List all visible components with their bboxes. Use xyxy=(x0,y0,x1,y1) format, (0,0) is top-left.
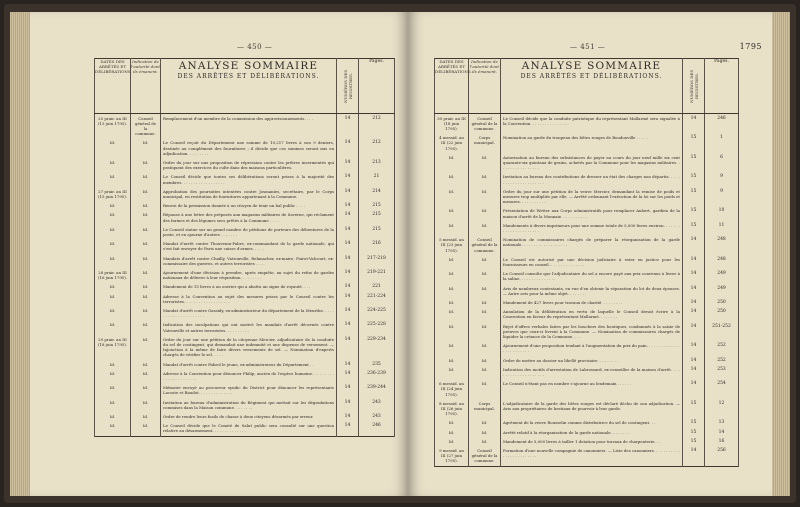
authority-cell: Id. xyxy=(469,173,501,187)
page-ref-cell: 217-218 xyxy=(359,254,395,268)
table-row xyxy=(435,270,739,284)
analysis-cell: Mandement de 5,000 livres à tailler 1 dotation pour travaux de charpenterie. . . xyxy=(501,437,683,446)
date-cell: Id. xyxy=(435,419,469,428)
page-ref-cell: 212 xyxy=(359,139,395,159)
page-ref-cell: 221-224 xyxy=(359,292,395,306)
analysis-cell: Ordre du jour sur une pétition de la veuve Mercier, demandant la remise de poids et mesures trop multipliés par elle. — Arrêté ordonnant l'exécution de la loi sur les poids et mesures. . . . . . . . . . . xyxy=(501,187,683,207)
date-cell: Id. xyxy=(435,437,469,446)
analysis-cell: Réponse à une lettre des préposés aux magasins militaires de Saverne, qui réclament des farines et des légumes secs prêtés à la Commune . . . . xyxy=(161,211,337,225)
register-number-cell: 14 xyxy=(337,254,359,268)
date-cell: Id. xyxy=(95,283,131,292)
table-row xyxy=(95,422,395,437)
table-row xyxy=(435,173,739,187)
table-row xyxy=(95,335,395,360)
analysis-cell: Le Conseil décide que la conduite patriotique du représentant Mallarmé sera signalée à la Convention. . . . . . . . . . . . . . . . xyxy=(501,114,683,134)
page-ref-cell: 221 xyxy=(359,283,395,292)
page-ref-cell: 9 xyxy=(705,187,739,207)
table-row xyxy=(95,187,395,201)
analysis-cell: Mandats d'arrêt contre Chailly, Vatronville, Rehmacher, ex-maire, Poirot-Valcourt, ex-commissaire des guerres, et autres terroristes . . . . xyxy=(161,254,337,268)
date-cell: Id. xyxy=(435,255,469,269)
authority-cell: Id. xyxy=(469,187,501,207)
page-ref-cell: 219-221 xyxy=(359,268,395,282)
date-cell: Id. xyxy=(95,240,131,254)
register-number-cell: 14 xyxy=(337,139,359,159)
authority-cell: Id. xyxy=(131,254,161,268)
analysis-cell: Ajournement d'une décision à prendre, après enquête, au sujet du refus de gardes nationaux de délivrer à leur réquisition. . . . . . . . . xyxy=(161,268,337,282)
register-number-cell: 14 xyxy=(683,447,705,467)
left-page xyxy=(30,12,408,496)
table-row xyxy=(435,447,739,467)
date-cell: Id. xyxy=(95,360,131,369)
analysis-cell: Avis de nombreux contestants, en vue d'en obtenir la séparation du lot de deux épouses. — Autre avis pour la même objet. . . . . . . . xyxy=(501,284,683,298)
analysis-cell: Agrément de la veuve Rousselin comme distributrice du sel de contingent. . . xyxy=(501,419,683,428)
authority-cell: Id. xyxy=(131,413,161,422)
pages-header: Pages. xyxy=(359,59,395,114)
register-number-cell: 14 xyxy=(337,268,359,282)
analysis-cell: Mandements à divers imprimeurs pour une somme totale de 5,000 livres environ. . . . . . . . . . . . . . . . . . . . . . xyxy=(501,221,683,235)
register-number-cell: 14 xyxy=(337,158,359,172)
authority-cell: Id. xyxy=(131,173,161,187)
date-cell: Id. xyxy=(435,428,469,437)
authority-cell: Id. xyxy=(131,369,161,383)
analysis-title: ANALYSE SOMMAIRE xyxy=(178,60,319,72)
register-number-cell: 14 xyxy=(683,284,705,298)
table-row xyxy=(435,356,739,365)
page-ref-cell: 215 xyxy=(359,225,395,239)
register-number-cell: 15 xyxy=(683,437,705,446)
authority-cell: Id. xyxy=(131,335,161,360)
page-ref-cell: 239-244 xyxy=(359,384,395,398)
register-number-cell: 14 xyxy=(337,422,359,437)
analysis-cell: Le Conseil décide que le Comité de Salut public sera consulté sur une question relative au désarmement. . . . . . . . . . . . . . xyxy=(161,422,337,437)
date-cell: Id. xyxy=(95,211,131,225)
register-number-header: NUMÉROS DES REGISTRES. xyxy=(683,59,705,114)
register-number-cell: 14 xyxy=(683,114,705,134)
table-row xyxy=(95,173,395,187)
register-number-cell: 14 xyxy=(337,240,359,254)
page-ref-cell: 243 xyxy=(359,398,395,412)
date-cell: Id. xyxy=(95,369,131,383)
analysis-cell: Renvoi de la permission donnée à un citoyen de tenir un bal public . . . . xyxy=(161,202,337,211)
analysis-header xyxy=(161,59,337,114)
authority-cell: Id. xyxy=(131,211,161,225)
analysis-cell: Ordre du jour sur une pétition de la citoyenne Mercier, adjudicataire de la conduite du sel de contingent, qui demandait une indemnité et une dispense de versement. — Injonction à la même de faire divers versements de sel. — Nomination d'experts chargés de vérifier le sel. . . . . xyxy=(161,335,337,360)
table-row xyxy=(95,114,395,139)
date-cell: Id. xyxy=(95,139,131,159)
page-ref-cell: 250 xyxy=(705,308,739,322)
table-row xyxy=(95,158,395,172)
page-ref-cell: 229-234 xyxy=(359,335,395,360)
date-cell: Id. xyxy=(95,422,131,437)
authority-cell: Id. xyxy=(131,139,161,159)
register-number-cell: 14 xyxy=(683,322,705,342)
register-number-cell: 14 xyxy=(683,365,705,379)
register-table xyxy=(434,58,739,467)
table-row xyxy=(435,153,739,173)
register-number-cell: 15 xyxy=(683,153,705,173)
page-ref-cell: 250 xyxy=(705,298,739,307)
authority-cell: Id. xyxy=(131,240,161,254)
analysis-header xyxy=(501,59,683,114)
register-number-cell: 14 xyxy=(683,236,705,256)
authority-cell: Id. xyxy=(131,158,161,172)
page-ref-cell: 246 xyxy=(705,114,739,134)
date-cell: Id. xyxy=(95,158,131,172)
page-ref-cell: 14 xyxy=(705,428,739,437)
authority-cell: Corps municipal. xyxy=(469,399,501,419)
analysis-cell: Le Conseil décide que toutes ses délibérations seront prises à la majorité des membres. . . . . . . . . . . . . . . . . . xyxy=(161,173,337,187)
authority-cell: Id. xyxy=(469,255,501,269)
date-cell: 27 prair. an III (15 juin 1795). xyxy=(95,187,131,201)
table-row xyxy=(95,211,395,225)
authority-cell: Id. xyxy=(131,306,161,320)
analysis-cell: Indication des motifs d'arrestation de Labrossard, ex-conseiller de la maison d'arrêt. . . . . . . . . . . . . . . . . . . . . xyxy=(501,365,683,379)
register-number-cell: 15 xyxy=(683,419,705,428)
authority-cell: Id. xyxy=(131,202,161,211)
date-cell: Id. xyxy=(435,298,469,307)
analysis-cell: Mandat d'arrêt contre Gassidy, ex-administrateur du département de la Meurthe. . . . . . . . . . . . . . . . . . . . . . xyxy=(161,306,337,320)
page-ref-cell: 225-228 xyxy=(359,321,395,335)
page-ref-cell: 13 xyxy=(705,419,739,428)
page-ref-cell: 252 xyxy=(705,356,739,365)
analysis-cell: Invitation au bureau des contributions de dresser un état des charges non départis. . . . . . . . . . . . . . . . . . . . . . xyxy=(501,173,683,187)
table-row xyxy=(95,240,395,254)
date-cell: 4 messid. an III (22 juin 1795). xyxy=(435,134,469,154)
date-cell: 5 messid. an III (23 juin 1795). xyxy=(435,236,469,256)
register-number-cell: 14 xyxy=(337,360,359,369)
authority-header: Indication de l'autorité dont ils émanent. xyxy=(469,59,501,114)
date-cell: Id. xyxy=(435,308,469,322)
date-cell: 29 prair. an III (18 juin 1795). xyxy=(95,335,131,360)
table-row xyxy=(435,255,739,269)
register-number-cell: 14 xyxy=(337,283,359,292)
authority-cell: Id. xyxy=(131,187,161,201)
page-ref-cell: 11 xyxy=(705,221,739,235)
page-ref-cell: 256 xyxy=(705,447,739,467)
authority-header: Indication de l'autorité dont ils émanent. xyxy=(131,59,161,114)
page-ref-cell: 224-225 xyxy=(359,306,395,320)
authority-cell: Id. xyxy=(469,284,501,298)
authority-cell: Id. xyxy=(469,322,501,342)
analysis-cell: L'adjudicataire de la garde des bêtes rouges est déclaré déchu de son adjudication. — Avis aux propriétaires de bestiaux de pourvoir à leur garde. xyxy=(501,399,683,419)
table-row xyxy=(435,298,739,307)
date-cell: 28 prair. an III (16 juin 1795). xyxy=(95,268,131,282)
date-cell: Id. xyxy=(435,173,469,187)
table-row xyxy=(95,360,395,369)
table-row xyxy=(95,398,395,412)
page-ref-cell: 249 xyxy=(705,284,739,298)
date-cell: Id. xyxy=(435,207,469,221)
authority-cell: Id. xyxy=(469,308,501,322)
authority-cell: Id. xyxy=(131,422,161,437)
analysis-subtitle: DES ARRÊTÉS ET DÉLIBÉRATIONS. xyxy=(177,73,320,80)
analysis-cell: Adresse à la Convention pour dénoncer Philip, ancien de l'espèce humaine. . . . . . . . . . . . . . . . . . . . . . . xyxy=(161,369,337,383)
page-stack-left xyxy=(10,12,32,496)
analysis-cell: Ajournement d'une proposition tendant à l'augmentation du prix du pain. . . . . . . . . . . . . . . . . . . . . . . . . xyxy=(501,342,683,356)
analysis-cell: Ordre du jour sur une proposition de répression contre les prêtres insermentés qui pratiquent des exercices du culte dans des maisons particulières. xyxy=(161,158,337,172)
page-ref-cell: 253 xyxy=(705,365,739,379)
page-ref-cell: 243 xyxy=(359,413,395,422)
register-number-cell: 15 xyxy=(683,173,705,187)
page-ref-cell: 214 xyxy=(359,187,395,201)
register-number-cell: 14 xyxy=(337,173,359,187)
analysis-cell: Approbation des poursuites intentées contre Josmanies, secrétaire, par le Corps municipal, en restitution de fournitures appartenant à la Commune. xyxy=(161,187,337,201)
table-row xyxy=(435,437,739,446)
authority-cell: Id. xyxy=(469,365,501,379)
date-cell: Id. xyxy=(435,153,469,173)
table-row xyxy=(435,236,739,256)
table-row xyxy=(95,283,395,292)
authority-cell: Id. xyxy=(131,360,161,369)
analysis-cell: Présentation de Wetter aux Corps administratifs pour remplacer Aubert, gardien de la maison d'arrêt de la Monnaie. . . . . . . . . . . xyxy=(501,207,683,221)
table-row xyxy=(95,254,395,268)
date-cell: 6 messid. an III (24 juin 1795). xyxy=(435,380,469,400)
analysis-cell: Ordre de rendre leurs fusils de chasse à deux citoyens désarmés par erreur. xyxy=(161,413,337,422)
authority-cell: Id. xyxy=(131,283,161,292)
page-ref-cell: 12 xyxy=(705,399,739,419)
analysis-cell: Ordre de mettre au dossier un libellé provisoire. . . . . . . . . xyxy=(501,356,683,365)
date-cell: 8 messid. an III (26 juin 1795). xyxy=(435,399,469,419)
page-ref-cell: 9 xyxy=(705,173,739,187)
register-number-cell: 15 xyxy=(683,207,705,221)
table-row xyxy=(95,202,395,211)
register-number-cell: 15 xyxy=(683,221,705,235)
page-ref-cell: 246 xyxy=(359,422,395,437)
date-cell: Id. xyxy=(435,365,469,379)
authority-cell: Id. xyxy=(131,384,161,398)
dates-header: DATES DES ARRÊTÉS ET DÉLIBÉRATIONS. xyxy=(435,59,469,114)
analysis-cell: Le Conseil n'étant pas en nombre s'ajourne au lendemain . . . . . . xyxy=(501,380,683,400)
date-cell: Id. xyxy=(95,173,131,187)
page-ref-cell: 6 xyxy=(705,153,739,173)
date-cell: Id. xyxy=(435,270,469,284)
analysis-cell: Le Conseil statue sur un grand nombre de pétitions de porteurs des débentures de la poste, et en ajourne d'autres . . . . . . . xyxy=(161,225,337,239)
register-number-cell: 14 xyxy=(337,292,359,306)
analysis-cell: Mandement de 15 livres à un ouvrier qui a abattu un signe de royauté. . . . xyxy=(161,283,337,292)
authority-cell: Conseil général de la commune. xyxy=(131,114,161,139)
page-ref-cell: 248 xyxy=(705,236,739,256)
page-ref-cell: 254 xyxy=(705,380,739,400)
page-ref-cell: 252 xyxy=(705,342,739,356)
register-number-cell: 15 xyxy=(683,187,705,207)
analysis-cell: Le Conseil reçoit du Département une somme de 10,217 livres à son 9 deniers, destinée au complément des fournitures ; il décide que ces sommes seront mis en adjudication. . . . . . . . . xyxy=(161,139,337,159)
page-ref-cell: 21 xyxy=(359,173,395,187)
register-number-cell: 15 xyxy=(683,399,705,419)
page-ref-cell: 249 xyxy=(705,270,739,284)
table-row xyxy=(435,221,739,235)
page-ref-cell: 236-239 xyxy=(359,369,395,383)
analysis-cell: Formation d'une nouvelle compagnie de canonniers. — Liste des canonniers. . . . . . . . . . . . . . . . . . . . . . . . . xyxy=(501,447,683,467)
date-cell: Id. xyxy=(435,356,469,365)
table-row xyxy=(95,306,395,320)
register-number-cell: 14 xyxy=(683,342,705,356)
year-heading: 1795 xyxy=(739,42,762,51)
authority-cell: Id. xyxy=(469,437,501,446)
analysis-cell: Le Conseil est autorisé par une décision judiciaire à ester en justice pour les fournisseurs en conseil. . . . . . . . . . . . . . . xyxy=(501,255,683,269)
register-number-cell: 15 xyxy=(683,134,705,154)
analysis-cell: Nomination de commissaires chargés de préparer la réorganisation de la garde nationale. . . . . . . . . . . . . . . . . . . xyxy=(501,236,683,256)
authority-cell: Conseil général de la commune. xyxy=(469,114,501,134)
analysis-cell: Mandat d'arrêt contre Thouvenin-Fabre, ex-commandant de la garde nationale, qui s'est fait envoyer de Paris une caisse d'armes. . . . . xyxy=(161,240,337,254)
authority-cell: Id. xyxy=(469,342,501,356)
register-number-header: NUMÉROS DES REGISTRES. xyxy=(337,59,359,114)
analysis-cell: Nomination au garde du troupeau des bêtes rouges de Boudonville . . . . . xyxy=(501,134,683,154)
page-ref-cell: 10 xyxy=(705,207,739,221)
table-row xyxy=(435,428,739,437)
authority-cell: Id. xyxy=(469,270,501,284)
authority-cell: Id. xyxy=(469,221,501,235)
register-number-cell: 15 xyxy=(683,428,705,437)
register-number-cell: 14 xyxy=(337,211,359,225)
date-cell: Id. xyxy=(95,254,131,268)
table-row xyxy=(435,342,739,356)
date-cell: Id. xyxy=(435,187,469,207)
analysis-cell: Arrêté relatif à la réorganisation de la garde nationale. . . . . . . . xyxy=(501,428,683,437)
page-number: — 450 — xyxy=(237,43,273,51)
page-number: — 451 — xyxy=(570,43,606,51)
table-row xyxy=(95,292,395,306)
authority-cell: Conseil général de la commune. xyxy=(469,447,501,467)
entries-body xyxy=(435,114,739,467)
date-cell: Id. xyxy=(435,342,469,356)
table-row xyxy=(95,321,395,335)
analysis-cell: Autorisation au bureau des subsistances de payer au cours du jour neuf mille six cent quarante-six quintaux de grains, achetés par la Commune pour les magasins militaires. . . . . . . . . . . . . . . . . xyxy=(501,153,683,173)
pages-header: Pages. xyxy=(705,59,739,114)
date-cell: Id. xyxy=(95,202,131,211)
authority-cell: Id. xyxy=(469,298,501,307)
table-row xyxy=(435,134,739,154)
register-number-cell: 14 xyxy=(337,321,359,335)
date-cell: 9 messid. an III (27 juin 1795). xyxy=(435,447,469,467)
register-number-cell: 14 xyxy=(337,225,359,239)
authority-cell: Id. xyxy=(131,225,161,239)
register-number-cell: 14 xyxy=(337,306,359,320)
authority-cell: Id. xyxy=(131,398,161,412)
page-ref-cell: 248 xyxy=(705,255,739,269)
table-row xyxy=(435,284,739,298)
date-cell: Id. xyxy=(95,225,131,239)
analysis-cell: Remplacement d'un membre de la commission des approvisionnements. . . . xyxy=(161,114,337,139)
analysis-subtitle: DES ARRÊTÉS ET DÉLIBÉRATIONS. xyxy=(520,73,663,80)
authority-cell: Id. xyxy=(469,207,501,221)
date-cell: 25 prair. an III (13 juin 1795). xyxy=(95,114,131,139)
table-row xyxy=(435,365,739,379)
entries-body xyxy=(95,114,395,437)
table-row xyxy=(435,380,739,400)
authority-cell: Id. xyxy=(469,380,501,400)
table-row xyxy=(95,369,395,383)
page-ref-cell: 213 xyxy=(359,158,395,172)
page-ref-cell: 251-252 xyxy=(705,322,739,342)
table-row xyxy=(435,308,739,322)
date-cell: 30 prair. an III (18 juin 1795). xyxy=(435,114,469,134)
table-row xyxy=(435,207,739,221)
dates-header: DATES DES ARRÊTÉS ET DÉLIBÉRATIONS. xyxy=(95,59,131,114)
register-number-cell: 14 xyxy=(337,369,359,383)
analysis-cell: Rejet d'offres verbales faites par les bouchers des boutiques, condamnés à la saisie de preuves que ceux-ci livrent à la Commune. — Nomination de commissaires chargés de liquider la créance de la Commune. . . . xyxy=(501,322,683,342)
authority-cell: Conseil général de la commune. xyxy=(469,236,501,256)
page-ref-cell: 216 xyxy=(359,240,395,254)
register-number-cell: 14 xyxy=(337,413,359,422)
register-table xyxy=(94,58,395,437)
date-cell: Id. xyxy=(435,322,469,342)
authority-cell: Id. xyxy=(131,292,161,306)
page-ref-cell: 215 xyxy=(359,202,395,211)
register-number-cell: 14 xyxy=(337,384,359,398)
table-row xyxy=(95,225,395,239)
table-row xyxy=(95,268,395,282)
table-row xyxy=(435,419,739,428)
register-number-cell: 14 xyxy=(683,270,705,284)
register-number-cell: 14 xyxy=(337,335,359,360)
right-page xyxy=(408,12,772,496)
table-row xyxy=(95,139,395,159)
date-cell: Id. xyxy=(95,398,131,412)
analysis-cell: Indication des inculpations qui ont motivé les mandats d'arrêt décernés contre Vatronville et autres terroristes. . . . . . . . . . xyxy=(161,321,337,335)
table-row xyxy=(95,384,395,398)
page-ref-cell: 16 xyxy=(705,437,739,446)
date-cell: Id. xyxy=(95,413,131,422)
authority-cell: Id. xyxy=(131,268,161,282)
analysis-cell: Mandat d'arrêt contre Fabrol le jeune, ex-administrateur du Département . . xyxy=(161,360,337,369)
register-number-cell: 14 xyxy=(683,298,705,307)
register-number-cell: 14 xyxy=(337,114,359,139)
register-number-cell: 14 xyxy=(337,202,359,211)
analysis-cell: Mémoire envoyé au procureur syndic du District pour dénoncer les représentants Lacoste et Baudot. . . . . . . . . . . . . . xyxy=(161,384,337,398)
date-cell: Id. xyxy=(95,292,131,306)
authority-cell: Id. xyxy=(469,153,501,173)
date-cell: Id. xyxy=(95,321,131,335)
table-row xyxy=(435,187,739,207)
analysis-cell: Annulation de la délibération en vertu de laquelle le Conseil devait écrire à la Convention en faveur du représentant Mallarmé. . . . . . . . xyxy=(501,308,683,322)
date-cell: Id. xyxy=(435,221,469,235)
authority-cell: Id. xyxy=(469,419,501,428)
register-number-cell: 14 xyxy=(337,187,359,201)
authority-cell: Id. xyxy=(469,356,501,365)
page-ref-cell: 212 xyxy=(359,114,395,139)
register-number-cell: 14 xyxy=(683,380,705,400)
page-ref-cell: 235 xyxy=(359,360,395,369)
analysis-cell: Invitation au bureau d'administration du Régiment qui mettait sur les dégradations commises dans la Maison commune. . . . . . . . xyxy=(161,398,337,412)
table-row xyxy=(95,413,395,422)
table-row xyxy=(435,114,739,134)
register-number-cell: 14 xyxy=(683,255,705,269)
analysis-cell: Adresse à la Convention au sujet des mesures prises par le Conseil contre les terroristes. . . . . . . . . . . . . . . . . . . xyxy=(161,292,337,306)
page-ref-cell: 1 xyxy=(705,134,739,154)
date-cell: Id. xyxy=(95,384,131,398)
table-row xyxy=(435,322,739,342)
analysis-cell: Le Conseil consulte que l'adjudicataire du sel a encore payé aux prix convenus à livrer à la saline. . . . . . . . . . . . . . . xyxy=(501,270,683,284)
table-row xyxy=(435,399,739,419)
date-cell: Id. xyxy=(95,306,131,320)
date-cell: Id. xyxy=(435,284,469,298)
authority-cell: Id. xyxy=(131,321,161,335)
authority-cell: Id. xyxy=(469,428,501,437)
register-number-cell: 14 xyxy=(683,308,705,322)
analysis-cell: Mandement de 427 livres pour travaux de charité. . . . . . . . . xyxy=(501,298,683,307)
register-number-cell: 14 xyxy=(337,398,359,412)
analysis-title: ANALYSE SOMMAIRE xyxy=(521,60,662,72)
register-number-cell: 14 xyxy=(683,356,705,365)
page-ref-cell: 215 xyxy=(359,211,395,225)
authority-cell: Corps municipal. xyxy=(469,134,501,154)
